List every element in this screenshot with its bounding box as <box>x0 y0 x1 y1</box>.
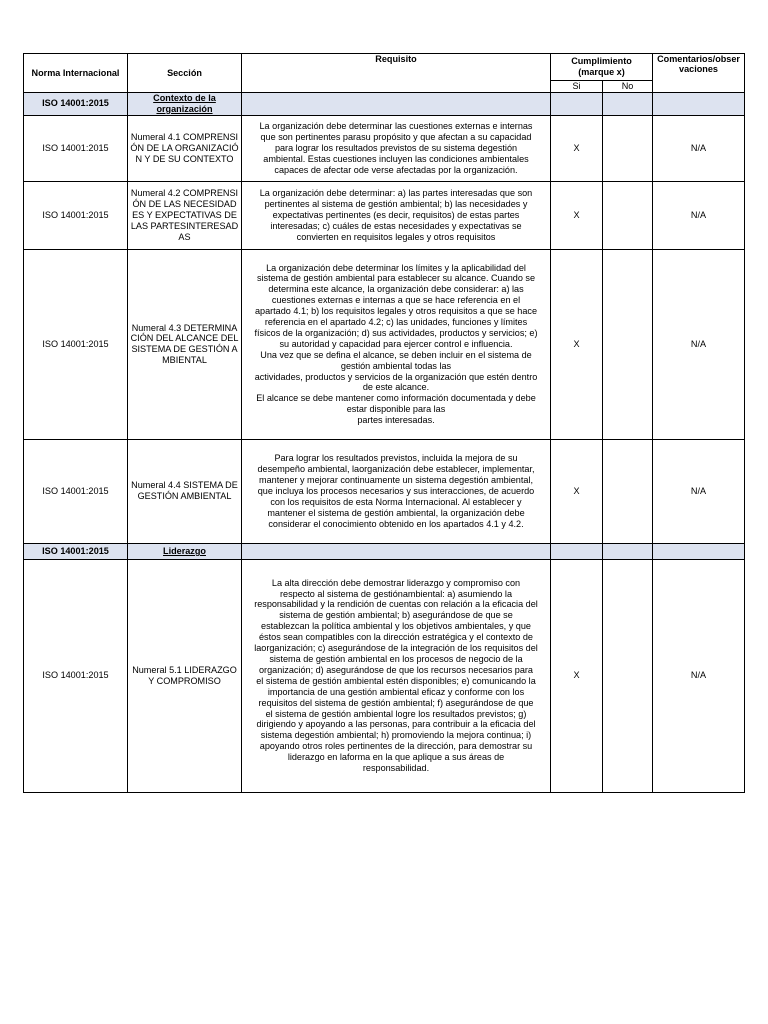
cell-comentario: N/A <box>653 115 745 181</box>
requisito-line: responsabilidad. <box>362 763 430 774</box>
section-title-line: organización <box>156 103 213 114</box>
section-cell-empty <box>242 543 551 559</box>
requisito-line: mantener y mejorar continuamente un sistema degestión ambiental, <box>259 474 533 485</box>
cell-comentario: N/A <box>653 181 745 249</box>
cell-si: X <box>551 559 603 792</box>
requisito-line: respecto al sistema de gestiónambiental: a) asumiendo la <box>279 588 513 599</box>
requisito-line: éstos sean compatibles con la dirección estratégica y el contexto de <box>259 632 533 643</box>
requisito-line: para lograr los resultados previstos de su sistema degestión <box>274 142 518 153</box>
cell-requisito <box>242 249 551 439</box>
cell-seccion: Numeral 4.4 SISTEMA DE GESTIÓN AMBIENTAL <box>128 439 242 543</box>
cell-comentario: N/A <box>653 249 745 439</box>
requisito-line: El alcance se debe mantener como información documentada y debe <box>256 393 536 404</box>
requisito-line: el sistema de gestión ambiental logre los resultados previstos; g) <box>265 708 527 719</box>
requisito-line: referencia en el apartado 4.2; c) las unidades, funciones y límites <box>264 317 528 328</box>
header-row <box>24 54 745 81</box>
header-comentarios: Comentarios/observaciones <box>653 54 745 93</box>
cell-requisito <box>242 181 551 249</box>
table-row <box>24 439 745 543</box>
requisito-line: pertinentes al sistema de gestión ambiental; b) las necesidades y <box>264 198 528 209</box>
requisito-line: liderazgo en laforma en la que aplique a sus áreas de <box>287 752 505 763</box>
cell-si: X <box>551 181 603 249</box>
section-cell-empty <box>551 543 603 559</box>
cell-seccion: Numeral 4.1 COMPRENSIÓN DE LA ORGANIZACIÓN Y DE SU CONTEXTO <box>128 115 242 181</box>
header-cumplimiento: Cumplimiento (marque x) <box>551 54 653 81</box>
cell-norma: ISO 14001:2015 <box>24 559 128 792</box>
section-norma: ISO 14001:2015 <box>24 543 128 559</box>
cell-no <box>603 249 653 439</box>
table-row <box>24 181 745 249</box>
requisito-line: mantener el sistema de gestión ambiental, la organización debe <box>267 507 525 518</box>
requisito-line: sistema de gestión ambiental para establecer su alcance. Cuando se <box>256 273 536 284</box>
compliance-table <box>23 53 745 793</box>
requisito-line: físicos de la organización; d) sus actividades, productos y servicios; e) <box>254 327 538 338</box>
requisito-line: sistema de gestión ambiental; b) asegurándose de que se <box>279 610 513 621</box>
cell-comentario: N/A <box>653 439 745 543</box>
requisito-line: cuestiones externas e internas a que se hace referencia en el <box>271 295 521 306</box>
cell-seccion: Numeral 4.3 DETERMINACIÓN DEL ALCANCE DEL SISTEMA DE GESTIÓN AMBIENTAL <box>128 249 242 439</box>
requisito-line: que son pertinentes parasu propósito y que afectan a su capacidad <box>260 131 532 142</box>
requisito-line: ambiental. Estas cuestiones incluyen las condiciones ambientales <box>263 153 529 164</box>
requisito-line: Una vez que se defina el alcance, se deben incluir en el sistema de <box>260 349 532 360</box>
requisito-line: partes interesadas. <box>357 415 435 426</box>
requisito-line: considerar el conocimiento obtenido en los apartados 4.1 y 4.2. <box>268 518 524 529</box>
cell-si: X <box>551 439 603 543</box>
requisito-line: expectativas pertinentes (es decir, requisitos) de estas partes <box>272 209 520 220</box>
requisito-line: determina este alcance, la organización debe considerar: a) las <box>268 284 524 295</box>
requisito-line: actividades, productos y servicios de la organización que estén dentro <box>254 371 538 382</box>
section-cell-empty <box>242 93 551 116</box>
requisito-line: interesadas; c) cuáles de estas necesidades y expectativas se <box>270 220 522 231</box>
section-cell-empty <box>653 93 745 116</box>
requisito-line: La organización debe determinar los límites y la aplicabilidad del <box>266 262 526 273</box>
cell-norma: ISO 14001:2015 <box>24 249 128 439</box>
cell-norma: ISO 14001:2015 <box>24 439 128 543</box>
header-norma: Norma Internacional <box>24 54 128 93</box>
requisito-line: dirigiendo y apoyando a las personas, para contribuir a la eficacia del <box>256 719 536 730</box>
requisito-line: capaces de afectar ode verse afectadas por la organización. <box>274 164 518 175</box>
requisito-line: La organización debe determinar las cuestiones externas e internas <box>259 121 533 132</box>
requisito-line: sistema de gestión ambiental en los procesos de negocio de la <box>269 654 523 664</box>
section-title-line: Liderazgo <box>163 545 206 556</box>
requisito-line: que incluya los procesos necesarios y sus interacciones, de acuerdo <box>257 485 535 496</box>
requisito-line: estar disponible para las <box>346 404 446 415</box>
cell-requisito <box>242 115 551 181</box>
requisito-line: gestión ambiental todas las <box>340 360 452 371</box>
requisito-line: Para lograr los resultados previstos, incluida la mejora de su <box>274 453 518 464</box>
cell-si: X <box>551 249 603 439</box>
section-row-contexto <box>24 93 745 116</box>
section-title <box>128 543 242 559</box>
cell-seccion: Numeral 4.2 COMPRENSIÓN DE LAS NECESIDADES Y EXPECTATIVAS DE LAS PARTESINTERESADAS <box>128 181 242 249</box>
requisito-line: apoyando otros roles pertinentes de la dirección, para demostrar su <box>259 741 533 752</box>
cell-norma: ISO 14001:2015 <box>24 115 128 181</box>
section-row-liderazgo <box>24 543 745 559</box>
header-si: Si <box>551 81 603 93</box>
requisito-line: importancia de una gestión ambiental eficaz y conforme con los <box>267 686 525 697</box>
requisito-line: organización; d) asegurándose de que los recursos necesarios para <box>259 664 533 675</box>
requisito-line: sistema degestión ambiental; h) promoviendo la mejora continua; i) <box>260 730 532 741</box>
section-cell-empty <box>653 543 745 559</box>
cell-no <box>603 439 653 543</box>
header-no: No <box>603 81 653 93</box>
cell-comentario: N/A <box>653 559 745 792</box>
requisito-line: La alta dirección debe demostrar liderazgo y compromiso con <box>271 577 521 588</box>
section-title <box>128 93 242 116</box>
requisito-line: La organización debe determinar: a) las partes interesadas que son <box>259 188 533 199</box>
section-cell-empty <box>551 93 603 116</box>
section-cell-empty <box>603 543 653 559</box>
requisito-line: requisitos del sistema de gestión ambiental; f) asegurándose de que <box>258 697 534 708</box>
requisito-line: con los requisitos de esta Norma Internacional. Al establecer y <box>270 496 522 507</box>
section-cell-empty <box>603 93 653 116</box>
cell-requisito <box>242 559 551 792</box>
requisito-line: responsabilidad y la rendición de cuentas con relación a la eficacia del <box>254 599 538 610</box>
requisito-line: apartado 4.1; b) los requisitos legales y otros requisitos a que se hace <box>254 306 538 317</box>
cell-no <box>603 115 653 181</box>
table-row <box>24 249 745 439</box>
section-norma: ISO 14001:2015 <box>24 93 128 116</box>
section-title-line: Contexto de la <box>153 93 216 103</box>
cell-seccion: Numeral 5.1 LIDERAZGO Y COMPROMISO <box>128 559 242 792</box>
cell-no <box>603 181 653 249</box>
table-row <box>24 115 745 181</box>
cell-si: X <box>551 115 603 181</box>
requisito-line: laorganización; c) asegurándose de la integración de los requisitos del <box>254 643 538 654</box>
requisito-line: el sistema de gestión ambiental estén disponibles; e) comunicando la <box>256 675 536 686</box>
requisito-line: establezcan la política ambiental y los objetivos ambientales, y que <box>261 621 531 632</box>
requisito-line: convierten en requisitos legales y otros requisitos <box>296 231 496 242</box>
table-row <box>24 559 745 792</box>
requisito-line: su autoridad y capacidad para ejercer control e influencia. <box>279 338 513 349</box>
header-seccion: Sección <box>128 54 242 93</box>
requisito-line: de este alcance. <box>362 382 430 393</box>
cell-no <box>603 559 653 792</box>
requisito-line: desempeño ambiental, laorganización debe establecer, implementar, <box>257 464 535 475</box>
cell-norma: ISO 14001:2015 <box>24 181 128 249</box>
cell-requisito <box>242 439 551 543</box>
header-requisito: Requisito <box>242 54 551 93</box>
